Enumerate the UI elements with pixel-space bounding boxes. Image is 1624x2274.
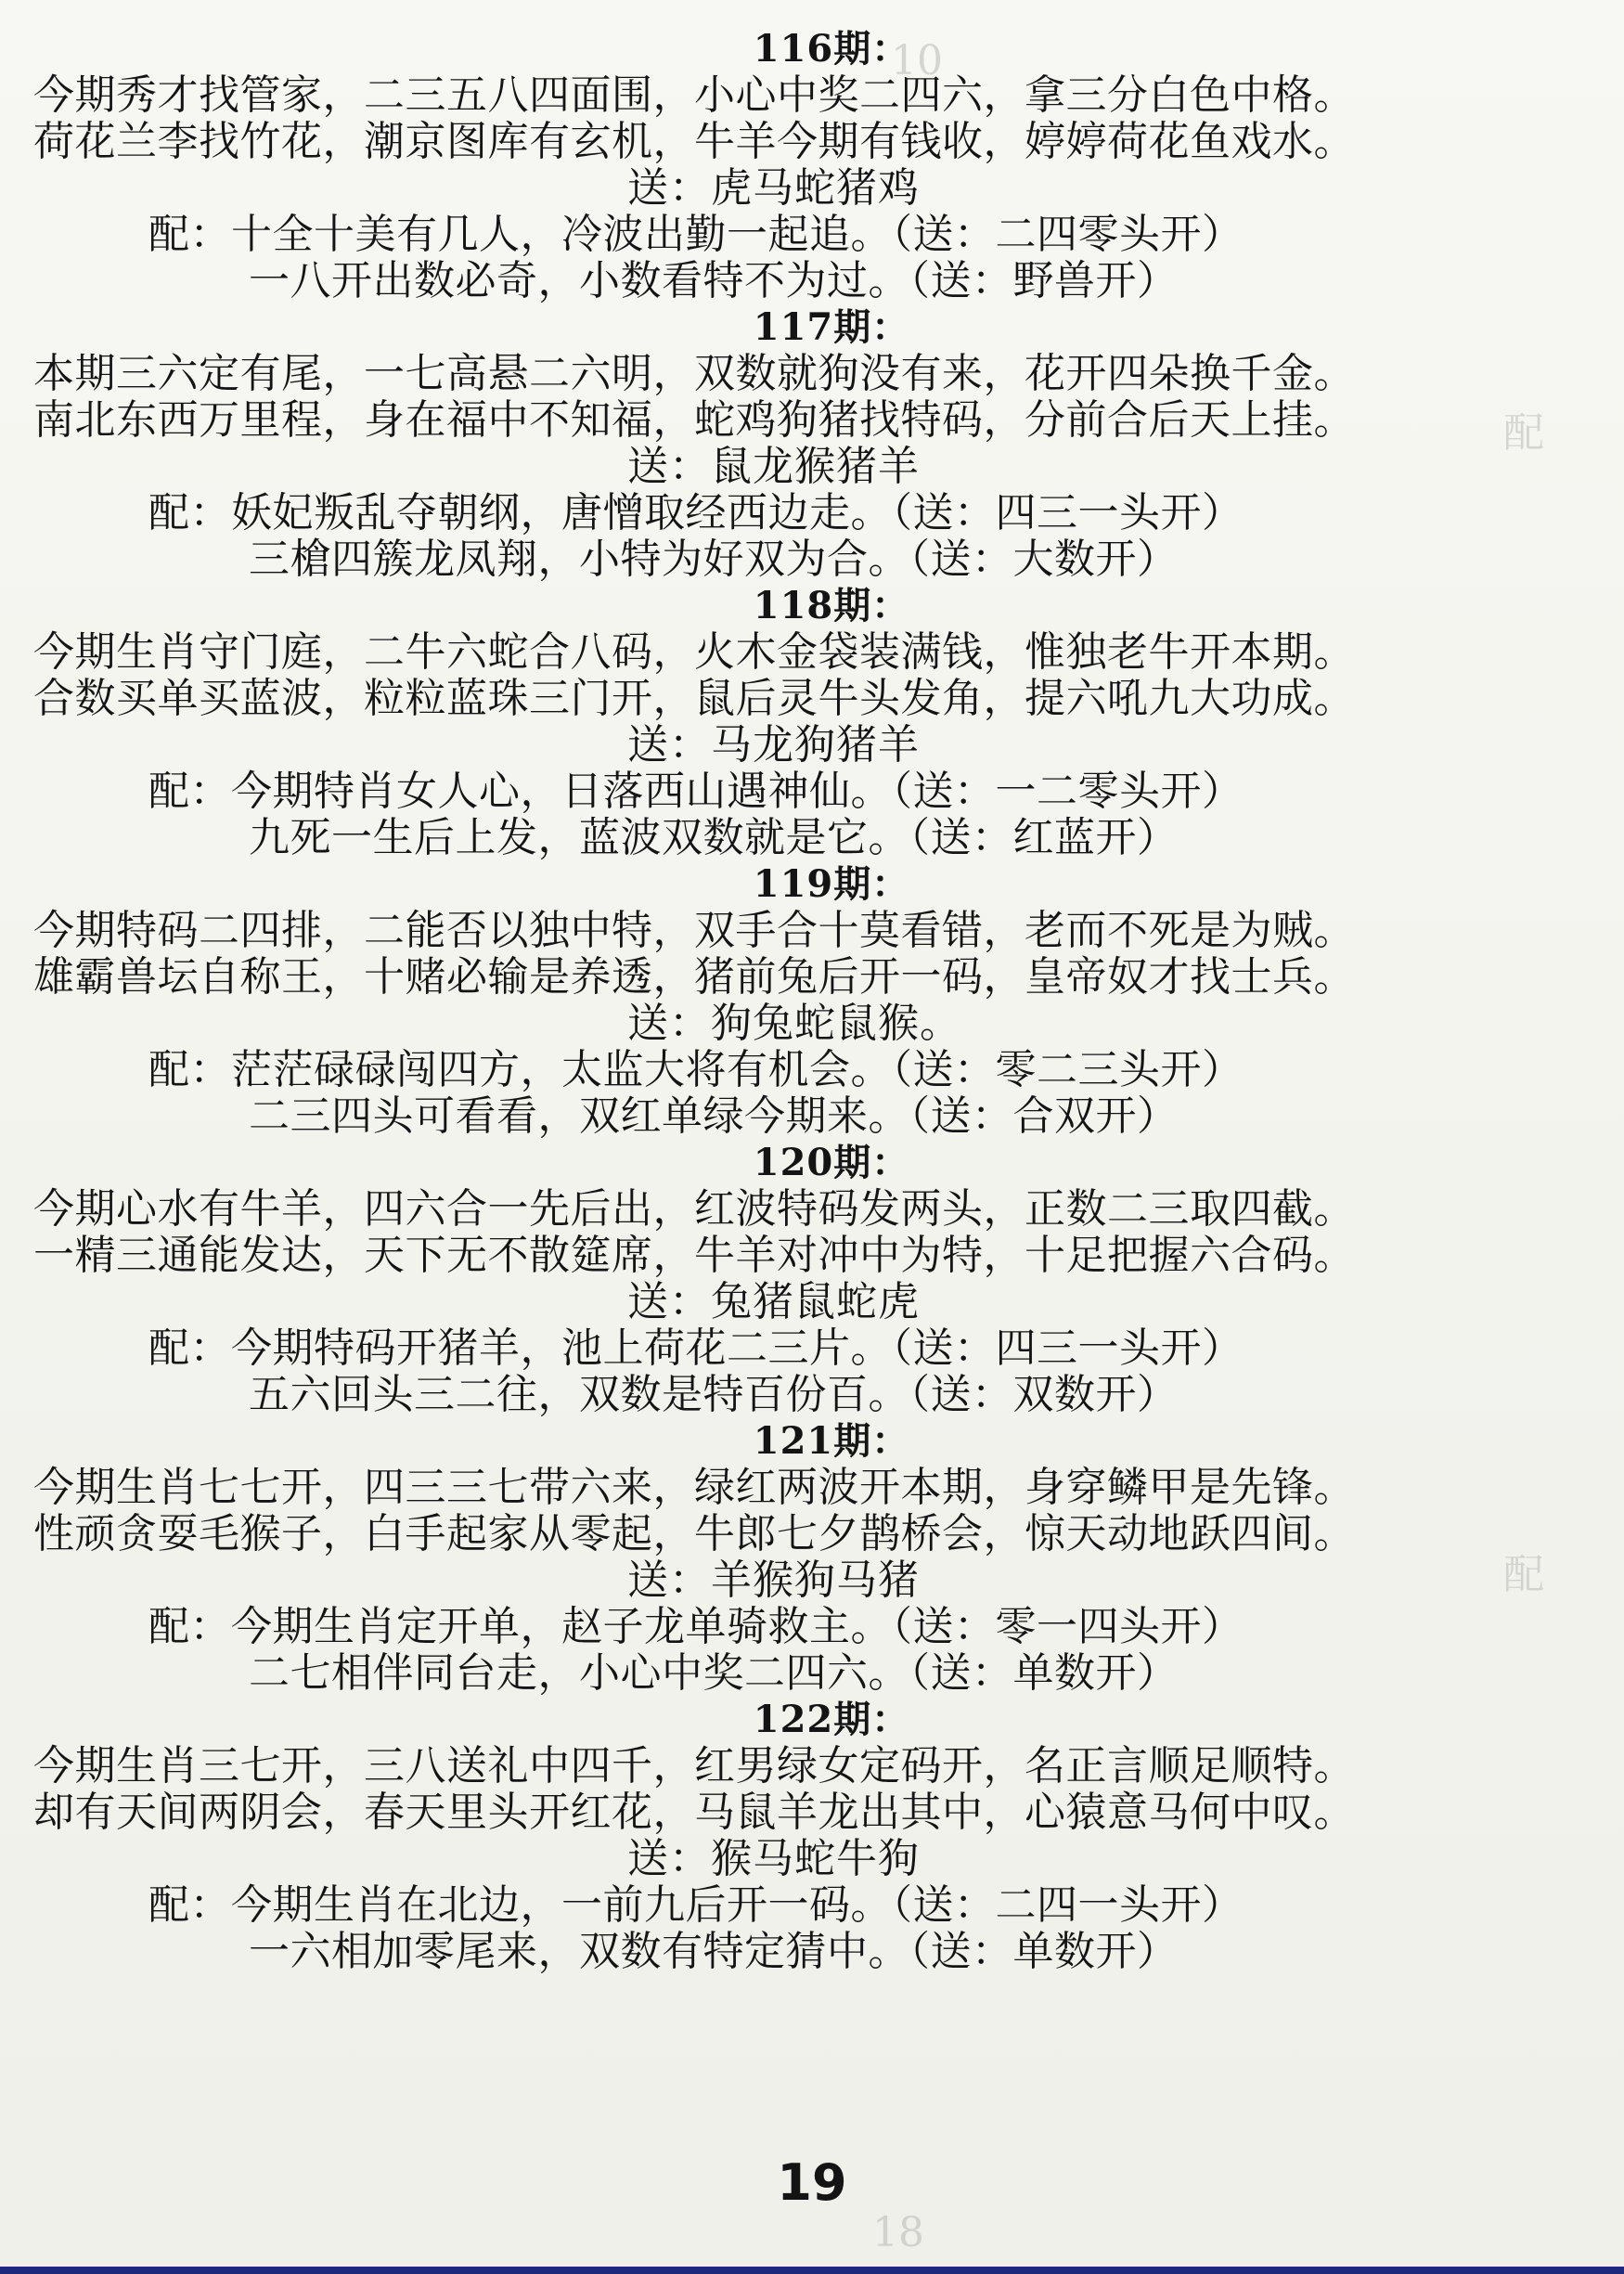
- bleed-through-mark: 10: [891, 37, 943, 84]
- verse-line: 今期生肖七七开，四三三七带六来，绿红两波开本期，身穿鳞甲是先锋。: [33, 1465, 1355, 1511]
- send-line: 送：羊猴狗马猪: [627, 1557, 920, 1604]
- pei-line: 配：十全十美有几人，冷波出勤一起追。（送：二四零头开）: [148, 212, 1244, 258]
- send-line: 送：猴马蛇牛狗: [627, 1836, 920, 1882]
- pei-line-continued: 五六回头三二往，双数是特百份百。（送：双数开）: [249, 1372, 1179, 1418]
- send-line: 送：虎马蛇猪鸡: [627, 165, 920, 212]
- period-122: [33, 1697, 1592, 1975]
- verse-line: 一精三通能发达，天下无不散筵席，牛羊对冲中为特，十足把握六合码。: [33, 1233, 1355, 1279]
- bleed-through-mark: 配: [1503, 409, 1544, 457]
- send-line: 送：马龙狗猪羊: [627, 722, 920, 769]
- send-line: 送：狗兔蛇鼠猴。: [627, 1001, 961, 1047]
- period-header: 122期：: [753, 1698, 910, 1741]
- verse-line: 荷花兰李找竹花，潮京图库有玄机，牛羊今期有钱收，婷婷荷花鱼戏水。: [33, 119, 1355, 165]
- verse-line: 本期三六定有尾，一七高悬二六明，双数就狗没有来，花开四朵换千金。: [33, 351, 1355, 397]
- pei-line: 配：今期特码开猪羊，池上荷花二三片。（送：四三一头开）: [148, 1325, 1244, 1372]
- pei-line: 配：今期生肖在北边，一前九后开一码。（送：二四一头开）: [148, 1882, 1244, 1929]
- pei-line-continued: 二七相伴同台走，小心中奖二四六。（送：单数开）: [249, 1650, 1179, 1697]
- pei-line-continued: 一八开出数必奇，小数看特不为过。（送：野兽开）: [249, 258, 1179, 304]
- verse-line: 今期心水有牛羊，四六合一先后出，红波特码发两头，正数二三取四截。: [33, 1186, 1355, 1233]
- pei-line: 配：今期生肖定开单，赵子龙单骑救主。（送：零一四头开）: [148, 1604, 1244, 1650]
- period-header: 116期：: [753, 27, 910, 71]
- period-118: [33, 583, 1592, 861]
- pei-line: 配：今期特肖女人心，日落西山遇神仙。（送：一二零头开）: [148, 769, 1244, 815]
- pei-line: 配：茫茫碌碌闯四方，太监大将有机会。（送：零二三头开）: [148, 1047, 1244, 1093]
- period-header: 119期：: [753, 862, 910, 906]
- period-header: 121期：: [753, 1419, 910, 1463]
- period-117: [33, 304, 1592, 583]
- verse-line: 今期特码二四排，二能否以独中特，双手合十莫看错，老而不死是为贼。: [33, 908, 1355, 954]
- page-number: 19: [777, 2153, 847, 2212]
- verse-line: 今期生肖守门庭，二牛六蛇合八码，火木金袋装满钱，惟独老牛开本期。: [33, 629, 1355, 676]
- period-120: [33, 1140, 1592, 1418]
- period-121: [33, 1418, 1592, 1697]
- pei-line: 配：妖妃叛乱夺朝纲，唐憎取经西边走。（送：四三一头开）: [148, 490, 1244, 536]
- bleed-through-mark: 配: [1503, 1551, 1544, 1598]
- pei-line-continued: 二三四头可看看，双红单绿今期来。（送：合双开）: [249, 1093, 1179, 1140]
- period-116: [33, 26, 1592, 304]
- period-header: 117期：: [753, 305, 910, 349]
- send-line: 送：兔猪鼠蛇虎: [627, 1279, 920, 1325]
- send-line: 送：鼠龙猴猪羊: [627, 444, 920, 490]
- period-header: 118期：: [753, 584, 910, 627]
- verse-line: 雄霸兽坛自称王，十赌必输是养透，猪前兔后开一码，皇帝奴才找士兵。: [33, 954, 1355, 1001]
- pei-line-continued: 九死一生后上发，蓝波双数就是它。（送：红蓝开）: [249, 815, 1179, 861]
- verse-line: 合数买单买蓝波，粒粒蓝珠三门开，鼠后灵牛头发角，提六吼九大功成。: [33, 676, 1355, 722]
- period-119: [33, 861, 1592, 1140]
- bleed-through-mark: 18: [872, 2209, 924, 2256]
- period-header: 120期：: [753, 1141, 910, 1184]
- pei-line-continued: 三槍四簇龙凤翔，小特为好双为合。（送：大数开）: [249, 536, 1179, 583]
- scan-edge-band: [0, 2267, 1624, 2274]
- verse-line: 今期生肖三七开，三八送礼中四千，红男绿女定码开，名正言顺足顺特。: [33, 1743, 1355, 1789]
- pei-line-continued: 一六相加零尾来，双数有特定猜中。（送：单数开）: [249, 1929, 1179, 1975]
- main-text: [33, 26, 1592, 1975]
- verse-line: 性顽贪耍毛猴子，白手起家从零起，牛郎七夕鹊桥会，惊天动地跃四间。: [33, 1511, 1355, 1557]
- verse-line: 南北东西万里程，身在福中不知福，蛇鸡狗猪找特码，分前合后天上挂。: [33, 397, 1355, 444]
- verse-line: 却有天间两阴会，春天里头开红花，马鼠羊龙出其中，心猿意马何中叹。: [33, 1789, 1355, 1836]
- verse-line: 今期秀才找管家，二三五八四面围，小心中奖二四六，拿三分白色中格。: [33, 72, 1355, 119]
